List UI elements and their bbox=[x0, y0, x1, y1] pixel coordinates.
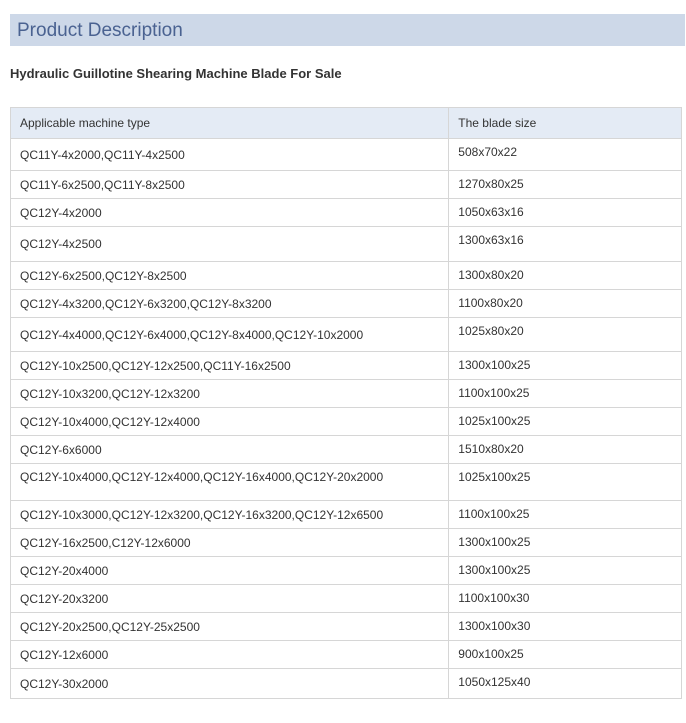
blade-size-cell: 900x100x25 bbox=[449, 641, 682, 669]
table-row bbox=[11, 585, 682, 613]
blade-size-cell: 1300x100x25 bbox=[449, 529, 682, 557]
machine-type-cell: QC12Y-12x6000 bbox=[11, 641, 449, 669]
table-row bbox=[11, 464, 682, 501]
machine-type-cell: QC12Y-30x2000 bbox=[11, 669, 449, 699]
machine-type-cell: QC12Y-16x2500,C12Y-12x6000 bbox=[11, 529, 449, 557]
machine-type-cell: QC12Y-20x3200 bbox=[11, 585, 449, 613]
machine-type-cell: QC12Y-20x2500,QC12Y-25x2500 bbox=[11, 613, 449, 641]
table-row bbox=[11, 557, 682, 585]
blade-size-cell: 1300x80x20 bbox=[449, 262, 682, 290]
table-row bbox=[11, 380, 682, 408]
machine-type-cell: QC12Y-10x2500,QC12Y-12x2500,QC11Y-16x2500 bbox=[11, 352, 449, 380]
machine-type-cell: QC12Y-10x4000,QC12Y-12x4000,QC12Y-16x4000,QC12Y-20x2000 bbox=[11, 464, 449, 501]
product-heading: Hydraulic Guillotine Shearing Machine Blade For Sale bbox=[10, 66, 342, 81]
table-header-row bbox=[11, 108, 682, 139]
table-row bbox=[11, 669, 682, 699]
blade-size-cell: 1050x125x40 bbox=[449, 669, 682, 699]
table-row bbox=[11, 171, 682, 199]
machine-type-cell: QC11Y-4x2000,QC11Y-4x2500 bbox=[11, 139, 449, 171]
blade-size-cell: 1300x63x16 bbox=[449, 227, 682, 262]
table-row bbox=[11, 139, 682, 171]
machine-type-cell: QC11Y-6x2500,QC11Y-8x2500 bbox=[11, 171, 449, 199]
blade-size-cell: 1300x100x30 bbox=[449, 613, 682, 641]
table-header bbox=[11, 108, 682, 139]
table-row bbox=[11, 352, 682, 380]
table-row bbox=[11, 641, 682, 669]
table-body bbox=[11, 139, 682, 699]
machine-type-cell: QC12Y-10x3200,QC12Y-12x3200 bbox=[11, 380, 449, 408]
table-row bbox=[11, 227, 682, 262]
table-row bbox=[11, 501, 682, 529]
table-row bbox=[11, 290, 682, 318]
section-title: Product Description bbox=[17, 19, 183, 41]
machine-type-cell: QC12Y-4x2000 bbox=[11, 199, 449, 227]
machine-type-cell: QC12Y-6x6000 bbox=[11, 436, 449, 464]
table-row bbox=[11, 436, 682, 464]
blade-size-cell: 1300x100x25 bbox=[449, 557, 682, 585]
blade-size-cell: 1025x100x25 bbox=[449, 464, 682, 501]
machine-type-cell: QC12Y-4x4000,QC12Y-6x4000,QC12Y-8x4000,QC12Y-10x2000 bbox=[11, 318, 449, 352]
machine-type-cell: QC12Y-4x2500 bbox=[11, 227, 449, 262]
table-row bbox=[11, 529, 682, 557]
column-header-blade-size: The blade size bbox=[449, 108, 682, 139]
blade-size-cell: 1100x100x25 bbox=[449, 501, 682, 529]
blade-size-cell: 1050x63x16 bbox=[449, 199, 682, 227]
machine-type-cell: QC12Y-4x3200,QC12Y-6x3200,QC12Y-8x3200 bbox=[11, 290, 449, 318]
machine-type-cell: QC12Y-10x4000,QC12Y-12x4000 bbox=[11, 408, 449, 436]
table-row bbox=[11, 408, 682, 436]
machine-type-cell: QC12Y-6x2500,QC12Y-8x2500 bbox=[11, 262, 449, 290]
blade-size-cell: 1100x80x20 bbox=[449, 290, 682, 318]
blade-size-cell: 1300x100x25 bbox=[449, 352, 682, 380]
blade-size-cell: 1270x80x25 bbox=[449, 171, 682, 199]
table-row bbox=[11, 613, 682, 641]
machine-type-cell: QC12Y-10x3000,QC12Y-12x3200,QC12Y-16x3200,QC12Y-12x6500 bbox=[11, 501, 449, 529]
table-row bbox=[11, 199, 682, 227]
blade-size-cell: 1100x100x30 bbox=[449, 585, 682, 613]
machine-type-cell: QC12Y-20x4000 bbox=[11, 557, 449, 585]
column-header-machine-type: Applicable machine type bbox=[11, 108, 449, 139]
blade-size-cell: 1100x100x25 bbox=[449, 380, 682, 408]
table-row bbox=[11, 262, 682, 290]
blade-size-table bbox=[10, 107, 682, 699]
table-row bbox=[11, 318, 682, 352]
section-header bbox=[10, 14, 685, 46]
blade-size-cell: 508x70x22 bbox=[449, 139, 682, 171]
blade-size-cell: 1510x80x20 bbox=[449, 436, 682, 464]
blade-size-cell: 1025x100x25 bbox=[449, 408, 682, 436]
blade-size-cell: 1025x80x20 bbox=[449, 318, 682, 352]
